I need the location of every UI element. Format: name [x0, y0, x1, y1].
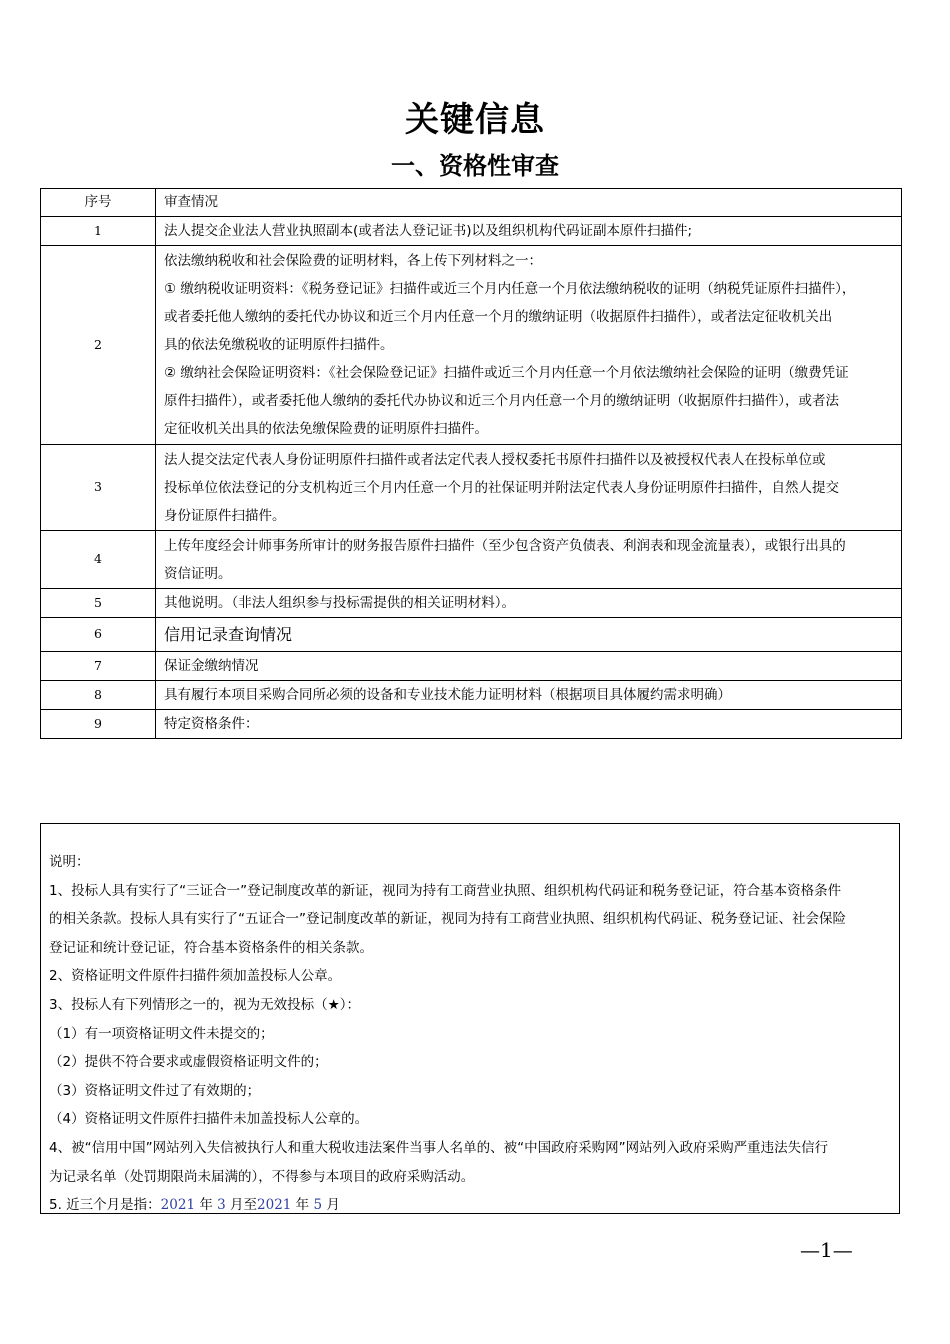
page-title: 关键信息: [405, 100, 545, 140]
row-text-line: ② 缴纳社会保险证明资料：《社会保险登记证》扫描件或近三个月内任意一个月依法缴纳社会保险的证明（缴费凭证: [164, 365, 849, 381]
table-row: [41, 246, 902, 445]
row-serial-number: 6: [41, 618, 156, 652]
year-label-1: 年: [195, 1197, 218, 1214]
month-label-1: 月至: [225, 1197, 258, 1214]
note-item-3-sub-2: （2）提供不符合要求或虚假资格证明文件的；: [49, 1054, 328, 1071]
row-text-line: 依法缴纳税收和社会保险费的证明材料，各上传下列材料之一：: [164, 253, 542, 269]
row-serial-number: 2: [41, 246, 156, 445]
table-row: [41, 652, 902, 681]
note-item-1-line-3: 登记证和统计登记证，符合基本资格条件的相关条款。: [49, 939, 373, 956]
table-row: [41, 681, 902, 710]
row-text-line: 具的依法免缴税收的证明原件扫描件。: [164, 337, 394, 353]
month-label-2: 月: [322, 1197, 340, 1214]
row-review-content: [156, 246, 902, 445]
note-item-3-sub-1: （1）有一项资格证明文件未提交的；: [49, 1025, 274, 1042]
row-text-line: 特定资格条件：: [164, 716, 259, 732]
row-review-content: [156, 531, 902, 589]
page-number: —1—: [800, 1238, 853, 1262]
row-text-line: ① 缴纳税收证明资料：《税务登记证》扫描件或近三个月内任意一个月依法缴纳税收的证明（纳税凭证原件扫描件），: [164, 281, 856, 297]
start-year: 2021: [160, 1197, 196, 1214]
row-text-line: 原件扫描件），或者委托他人缴纳的委托代办协议和近三个月内任意一个月的缴纳证明（收据原件扫描件），或者法: [164, 393, 839, 409]
row-text-line: 保证金缴纳情况: [164, 658, 259, 674]
row-text-line: 具有履行本项目采购合同所必须的设备和专业技术能力证明材料（根据项目具体履约需求明确）: [164, 687, 731, 703]
row-text-line: 身份证原件扫描件。: [164, 507, 286, 524]
note-item-1-line-2: 的相关条款。投标人具有实行了“五证合一”登记制度改革的新证，视同为持有工商营业执照、组织机构代码证、税务登记证、社会保险: [49, 911, 846, 928]
notes-box: [40, 823, 900, 1214]
row-review-content: [156, 445, 902, 531]
end-year: 2021: [257, 1197, 292, 1214]
table-header-row: [41, 189, 902, 217]
row-review-content: [156, 681, 902, 710]
section-title: 一、资格性审查: [391, 152, 559, 180]
table-row: [41, 445, 902, 531]
notes-heading: 说明：: [49, 854, 90, 870]
row-text-line: 上传年度经会计师事务所审计的财务报告原件扫描件（至少包含资产负债表、利润表和现金流量表），或银行出具的: [164, 537, 846, 554]
row-review-content: [156, 652, 902, 681]
row-serial-number: 3: [41, 445, 156, 531]
row-text-line: 其他说明。（非法人组织参与投标需提供的相关证明材料）。: [164, 595, 515, 611]
note-item-1-line-1: 1、投标人具有实行了“三证合一”登记制度改革的新证，视同为持有工商营业执照、组织机构代码证和税务登记证，符合基本资格条件: [49, 882, 842, 899]
row-text-line: 或者委托他人缴纳的委托代办协议和近三个月内任意一个月的缴纳证明（收据原件扫描件），或者法定征收机关出: [164, 309, 833, 325]
table-row: [41, 217, 902, 246]
row-text-line: 定征收机关出具的依法免缴保险费的证明原件扫描件。: [164, 421, 488, 437]
note-item-4-line-1: 4、被“信用中国”网站列入失信被执行人和重大税收违法案件当事人名单的、被“中国政府采购网”网站列入政府采购严重违法失信行: [49, 1139, 829, 1156]
row-serial-number: 1: [41, 217, 156, 246]
note-item-4-line-2: 为记录名单（处罚期限尚未届满的），不得参与本项目的政府采购活动。: [49, 1168, 475, 1185]
row-text-line: 法人提交法定代表人身份证明原件扫描件或者法定代表人授权委托书原件扫描件以及被授权代表人在投标单位或: [164, 451, 826, 468]
note-item-3-sub-3: （3）资格证明文件过了有效期的；: [49, 1082, 261, 1099]
row-review-content: [156, 618, 902, 652]
table-row: [41, 589, 902, 618]
qualification-review-table: [40, 188, 902, 739]
row-serial-number: 5: [41, 589, 156, 618]
row-review-content: [156, 710, 902, 739]
row-review-content: [156, 217, 902, 246]
note-item-5-prefix: 5. 近三个月是指：: [49, 1197, 161, 1214]
table-row: [41, 531, 902, 589]
row-serial-number: 9: [41, 710, 156, 739]
header-serial-number: 序号: [41, 189, 156, 217]
row-review-content: [156, 589, 902, 618]
row-text-line: 法人提交企业法人营业执照副本(或者法人登记证书)以及组织机构代码证副本原件扫描件;: [164, 223, 693, 239]
header-review-status: 审查情况: [156, 189, 902, 217]
note-item-3: 3、投标人有下列情形之一的，视为无效投标（★）：: [49, 996, 360, 1013]
start-month: 3: [217, 1197, 226, 1214]
row-text-line: 资信证明。: [164, 565, 232, 582]
note-item-2: 2、资格证明文件原件扫描件须加盖投标人公章。: [49, 968, 342, 985]
row-serial-number: 8: [41, 681, 156, 710]
note-item-5: [49, 1191, 891, 1220]
row-text-line: 投标单位依法登记的分支机构近三个月内任意一个月的社保证明并附法定代表人身份证明原件扫描件，自然人提交: [164, 479, 839, 496]
end-month: 5: [313, 1197, 323, 1214]
table-row: [41, 710, 902, 739]
table-row: [41, 618, 902, 652]
note-item-3-sub-4: （4）资格证明文件原件扫描件未加盖投标人公章的。: [49, 1111, 369, 1128]
year-label-2: 年: [291, 1197, 314, 1214]
row-serial-number: 4: [41, 531, 156, 589]
row-serial-number: 7: [41, 652, 156, 681]
row-text-line: 信用记录查询情况: [164, 624, 293, 644]
